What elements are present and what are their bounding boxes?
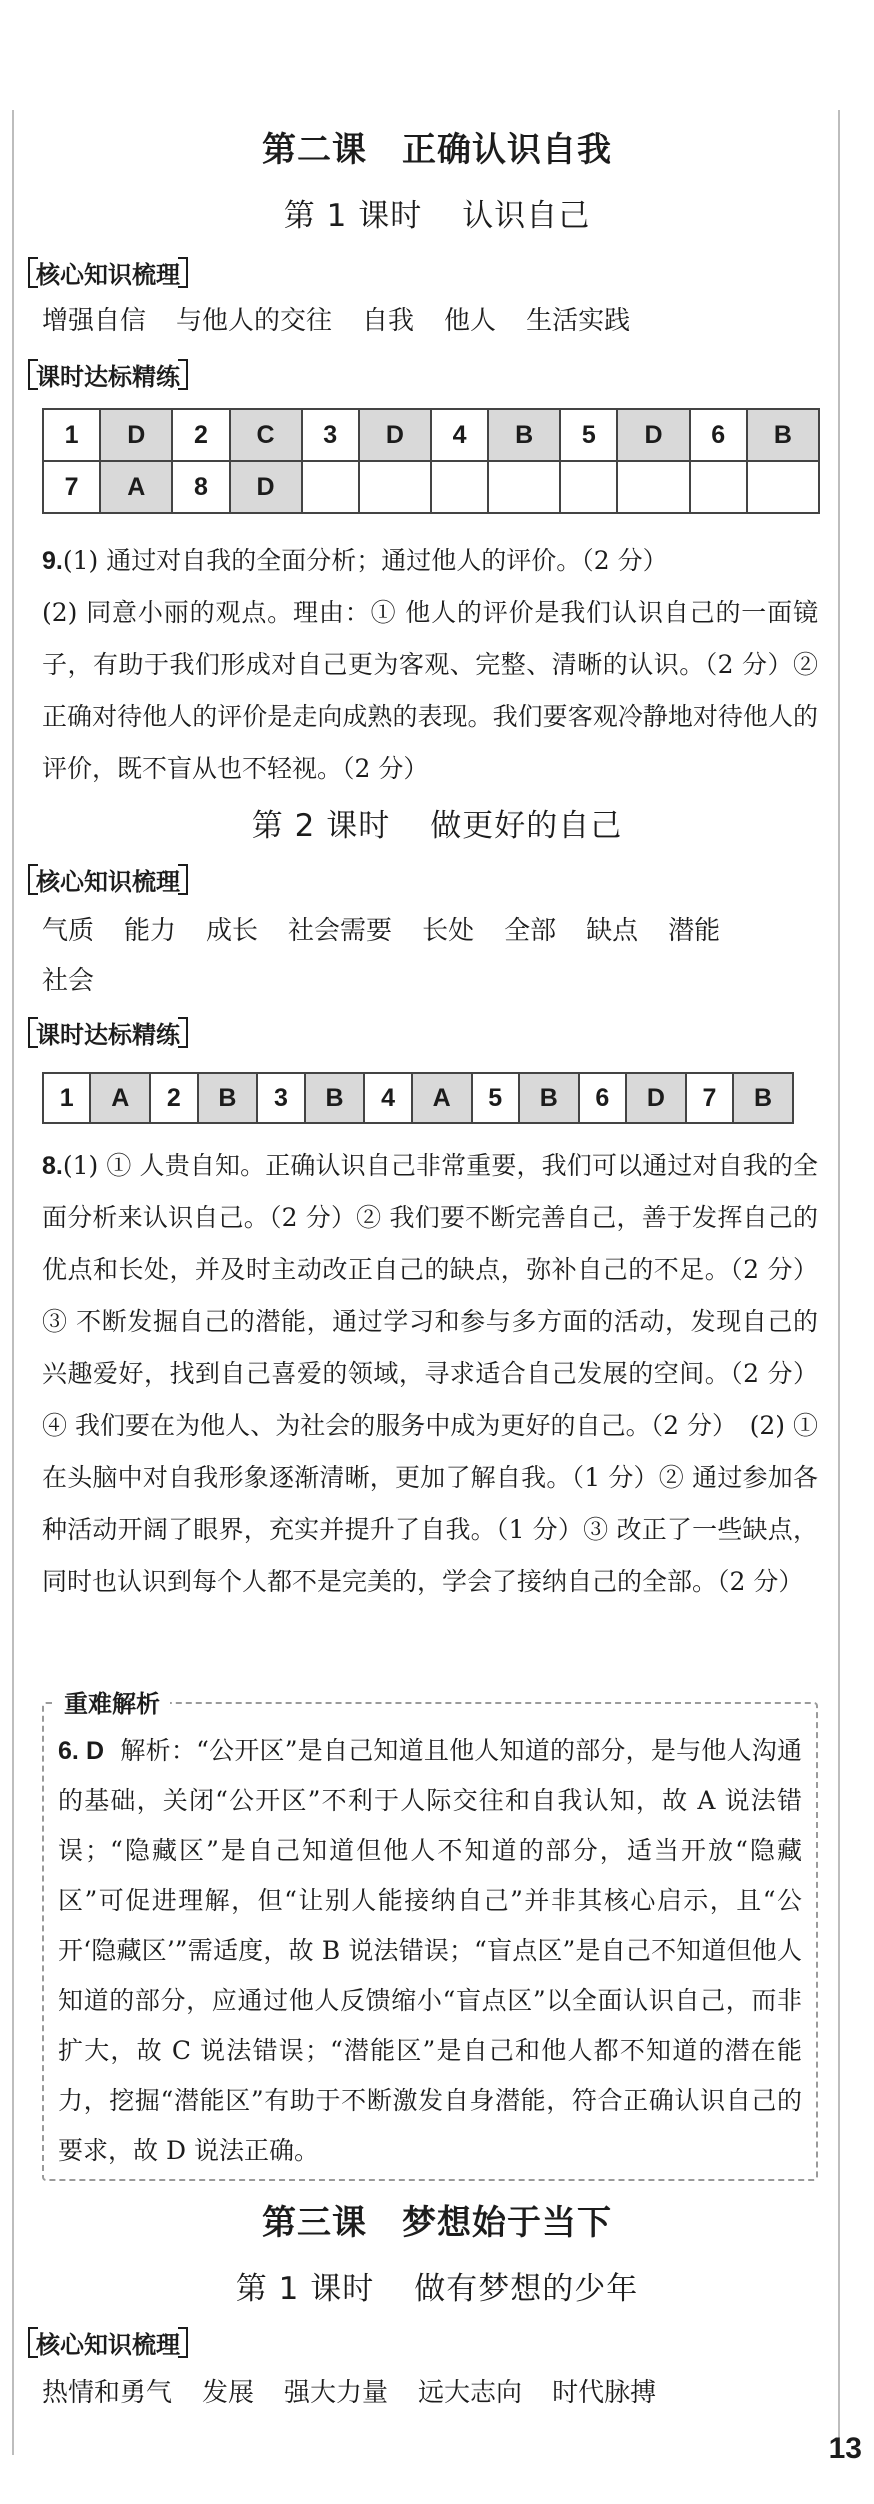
answer-choice: D xyxy=(359,409,431,461)
answer-table-1 xyxy=(42,408,820,514)
answer-choice: D xyxy=(617,409,689,461)
empty-cell xyxy=(617,461,689,513)
q8-text: (1) ① 人贵自知。正确认识自己非常重要，我们可以通过对自我的全面分析来认识自己。（2 分）② 我们要不断完善自己，善于发挥自己的优点和长处，并及时主动改正自己的缺点，弥补自己的不足。（2 分）③ 不断发掘自己的潜能，通过学习和参与多方面的活动，发现自己的兴趣爱好，找到自己喜爱的领域，寻求适合自己发展的空间。（2 分）④ 我们要在为他人、为社会的服务中成为更好的自己。（2 分） (2) ① 在头脑中对自我形象逐渐清晰，更加了解自我。（1 分）② 通过参加各种活动开阔了眼界，充实并提升了自我。（1 分）③ 改正了一些缺点，同时也认识到每个人都不是完美的，学会了接纳自己的全部。（2 分） xyxy=(42,1151,818,1596)
answer-choice: C xyxy=(230,409,302,461)
answer-number: 8 xyxy=(172,461,229,513)
section-label-knowledge: 核心知识梳理 xyxy=(28,2325,188,2360)
keyword: 能力 xyxy=(124,916,177,946)
keyword: 发展 xyxy=(202,2378,255,2408)
answer-number: 2 xyxy=(150,1073,197,1123)
answer-number: 1 xyxy=(43,1073,90,1123)
analysis-lead: 6. D xyxy=(58,1737,105,1765)
keyword: 潜能 xyxy=(668,916,721,946)
answer-choice: A xyxy=(90,1073,150,1123)
empty-cell xyxy=(560,461,617,513)
q9-part-1-text: (1) 通过对自我的全面分析；通过他人的评价。（2 分） xyxy=(62,546,668,575)
section-label-practice: 课时达标精练 xyxy=(28,1015,188,1050)
answer-number: 2 xyxy=(172,409,229,461)
answer-choice: B xyxy=(519,1073,579,1123)
lesson-2-period-1-title xyxy=(0,190,874,235)
question-number: 9. xyxy=(42,547,63,575)
analysis-body: “公开区”是自己知道且他人知道的部分，是与他人沟通的基础，关闭“公开区”不利于人际交往和自我认知，故 A 说法错误；“隐藏区”是自己知道但他人不知道的部分，适当开放“隐藏区”可促进理解，但“让别人能接纳自己”并非其核心启示，且“公开‘隐藏区’”需适度，故 B 说法错误；“盲点区”是自己不知道但他人知道的部分，应通过他人反馈缩小“盲点区”以全面认识自己，而非扩大，故 C 说法错误；“潜能区”是自己和他人都不知道的潜在能力，挖掘“潜能区”有助于不断激发自身潜能，符合正确认识自己的要求，故 D 说法正确。 xyxy=(58,1736,802,2165)
answer-choice: B xyxy=(198,1073,258,1123)
period-number: 第 1 课时 xyxy=(283,198,423,234)
answer-choice: B xyxy=(733,1073,793,1123)
section-label-practice: 课时达标精练 xyxy=(28,357,188,392)
empty-cell xyxy=(302,461,359,513)
section-label-knowledge: 核心知识梳理 xyxy=(28,255,188,290)
answer-number: 4 xyxy=(364,1073,411,1123)
answer-choice: B xyxy=(305,1073,365,1123)
keyword: 社会需要 xyxy=(288,916,393,946)
answer-number: 3 xyxy=(302,409,359,461)
keyword: 气质 xyxy=(42,916,95,946)
answer-number: 7 xyxy=(43,461,100,513)
answer-choice: A xyxy=(100,461,172,513)
answer-choice: D xyxy=(100,409,172,461)
answer-number: 6 xyxy=(579,1073,626,1123)
analysis-box xyxy=(42,1690,818,2181)
answer-number: 6 xyxy=(690,409,747,461)
keyword-line xyxy=(42,300,660,337)
answer-number: 1 xyxy=(43,409,100,461)
lesson-2-title: 第二课 正确认识自我 xyxy=(262,130,612,170)
keyword-line xyxy=(42,2372,686,2409)
keyword-line xyxy=(42,910,750,947)
answer-number: 5 xyxy=(560,409,617,461)
keyword: 时代脉搏 xyxy=(552,2378,657,2408)
section-label-knowledge: 核心知识梳理 xyxy=(28,862,188,897)
analysis-text xyxy=(58,1726,802,2176)
question-number: 8. xyxy=(42,1152,63,1180)
lesson-3-title: 第三课 梦想始于当下 xyxy=(262,2203,612,2243)
answer-number: 5 xyxy=(472,1073,519,1123)
keyword: 全部 xyxy=(504,916,557,946)
period-name: 做更好的自己 xyxy=(430,808,623,844)
empty-cell xyxy=(488,461,560,513)
keyword: 自我 xyxy=(362,306,415,336)
keyword: 成长 xyxy=(206,916,259,946)
lesson-3-period-1-title xyxy=(0,2263,874,2308)
answer-choice: A xyxy=(412,1073,472,1123)
analysis-label: 解析： xyxy=(120,1736,197,1765)
keyword: 缺点 xyxy=(586,916,639,946)
keyword: 热情和勇气 xyxy=(42,2378,173,2408)
answer-number: 7 xyxy=(686,1073,733,1123)
period-name: 做有梦想的少年 xyxy=(414,2271,639,2307)
question-8-answer xyxy=(42,1140,818,1608)
lesson-2-period-2-title xyxy=(0,800,874,845)
keyword: 社会 xyxy=(42,966,95,996)
keyword: 增强自信 xyxy=(42,306,147,336)
empty-cell xyxy=(359,461,431,513)
keyword: 与他人的交往 xyxy=(176,306,333,336)
question-9-answer xyxy=(42,535,818,795)
keyword: 长处 xyxy=(422,916,475,946)
analysis-title: 重难解析 xyxy=(54,1684,170,1719)
answer-choice: B xyxy=(747,409,819,461)
answer-number: 4 xyxy=(431,409,488,461)
q9-part-2: (2) 同意小丽的观点。理由：① 他人的评价是我们认识自己的一面镜子，有助于我们形成对自己更为客观、完整、清晰的认识。（2 分）② 正确对待他人的评价是走向成熟的表现。我们要客观冷静地对待他人的评价，既不盲从也不轻视。（2 分） xyxy=(42,598,818,783)
empty-cell xyxy=(431,461,488,513)
q9-part-1 xyxy=(42,535,818,587)
period-number: 第 1 课时 xyxy=(235,2271,375,2307)
period-name: 认识自己 xyxy=(462,198,591,234)
keyword: 远大志向 xyxy=(418,2378,523,2408)
answer-number: 3 xyxy=(257,1073,304,1123)
page-number: 13 xyxy=(828,2432,862,2465)
answer-choice: D xyxy=(626,1073,686,1123)
keyword: 他人 xyxy=(444,306,497,336)
answer-choice: D xyxy=(230,461,302,513)
keyword-line xyxy=(42,960,124,997)
empty-cell xyxy=(690,461,747,513)
answer-table-2 xyxy=(42,1072,794,1124)
period-number: 第 2 课时 xyxy=(251,808,391,844)
answer-choice: B xyxy=(488,409,560,461)
keyword: 生活实践 xyxy=(526,306,631,336)
keyword: 强大力量 xyxy=(284,2378,389,2408)
empty-cell xyxy=(747,461,819,513)
